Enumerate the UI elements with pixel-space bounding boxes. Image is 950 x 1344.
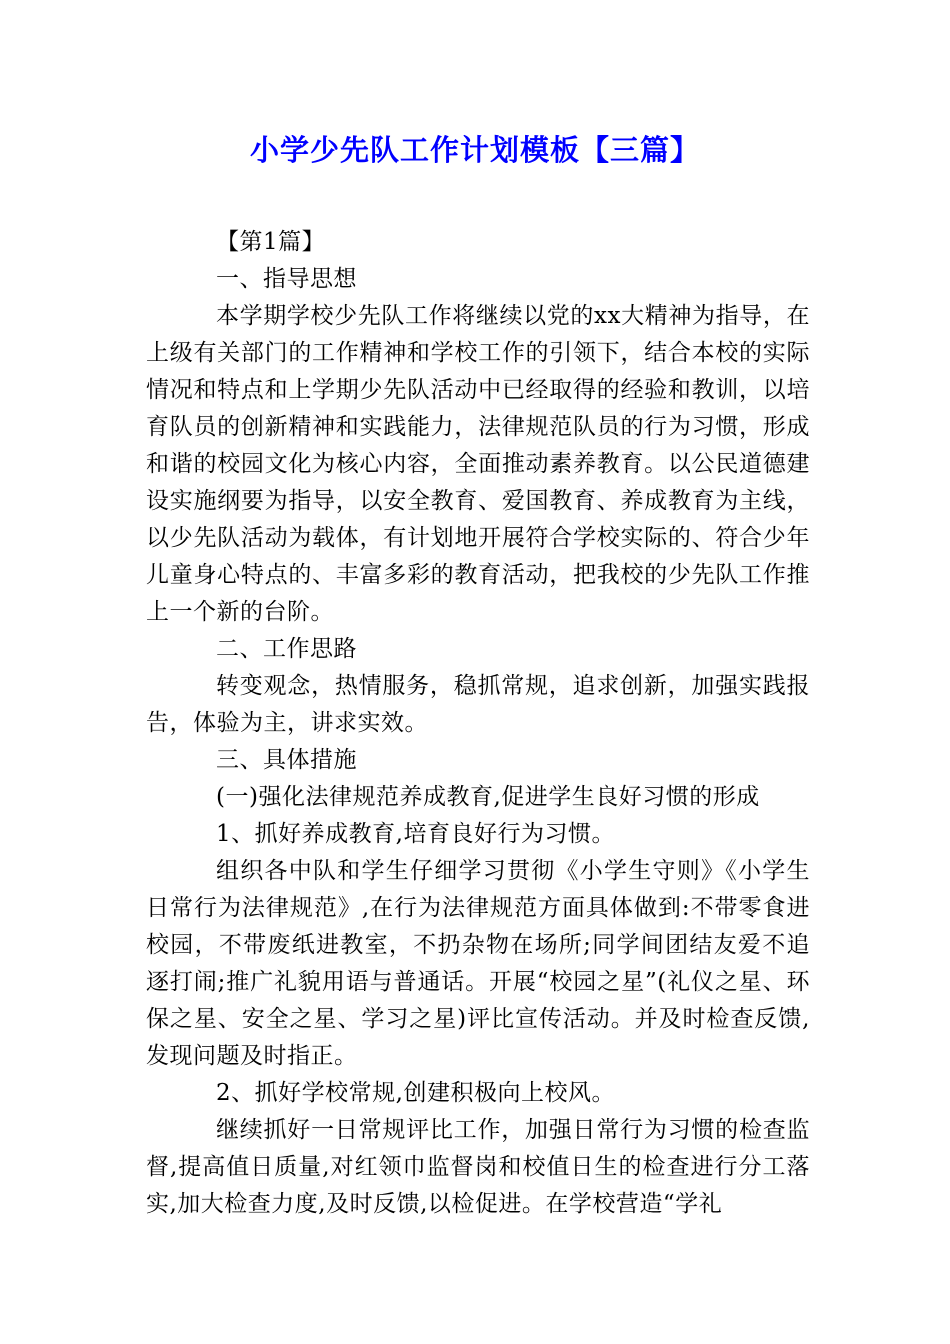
subsection-heading: (一)强化法律规范养成教育,促进学生良好习惯的形成 — [216, 784, 760, 810]
section-heading: 二、工作思路 — [216, 636, 357, 662]
body-paragraph: 本学期学校少先队工作将继续以党的xx大精神为指导，在上级有关部门的工作精神和学校工作的引领下，结合本校的实际情况和特点和上学期少先队活动中已经取得的经验和教训，以培育队员的创新精神和实践能力，法律规范队员的行为习惯，形成和谐的校园文化为核心内容，全面推动素养教育。以公民道德建设实施纲要为指导，以安全教育、爱国教育、养成教育为主线，以少先队活动为载体，有计划地开展符合学校实际的、符合少年儿童身心特点的、丰富多彩的教育活动，把我校的少先队工作推上一个新的台阶。 — [146, 303, 810, 625]
body-paragraph: 继续抓好一日常规评比工作，加强日常行为习惯的检查监督,提高值日质量,对红领巾监督岗和校值日生的检查进行分工落实,加大检查力度,及时反馈,以检促进。在学校营造“学礼 — [146, 1117, 810, 1217]
body-paragraph: 转变观念，热情服务，稳抓常规，追求创新，加强实践报告，体验为主，讲求实效。 — [146, 673, 810, 736]
document-title: 小学少先队工作计划模板【三篇】 — [249, 133, 700, 167]
document-body — [146, 224, 810, 1223]
item-heading: 1、抓好养成教育,培育良好行为习惯。 — [216, 821, 615, 847]
section-heading: 三、具体措施 — [216, 747, 357, 773]
section-marker: 【第1篇】 — [216, 229, 326, 255]
body-paragraph: 组织各中队和学生仔细学习贯彻《小学生守则》《小学生日常行为法律规范》,在行为法律规范方面具体做到:不带零食进校园，不带废纸进教室，不扔杂物在场所;同学间团结友爱不追逐打闹;推广礼貌用语与普通话。开展“校园之星”(礼仪之星、环保之星、安全之星、学习之星)评比宣传活动。并及时检查反馈,发现问题及时指正。 — [146, 858, 810, 1069]
item-heading: 2、抓好学校常规,创建积极向上校风。 — [216, 1080, 615, 1106]
section-heading: 一、指导思想 — [216, 266, 357, 292]
